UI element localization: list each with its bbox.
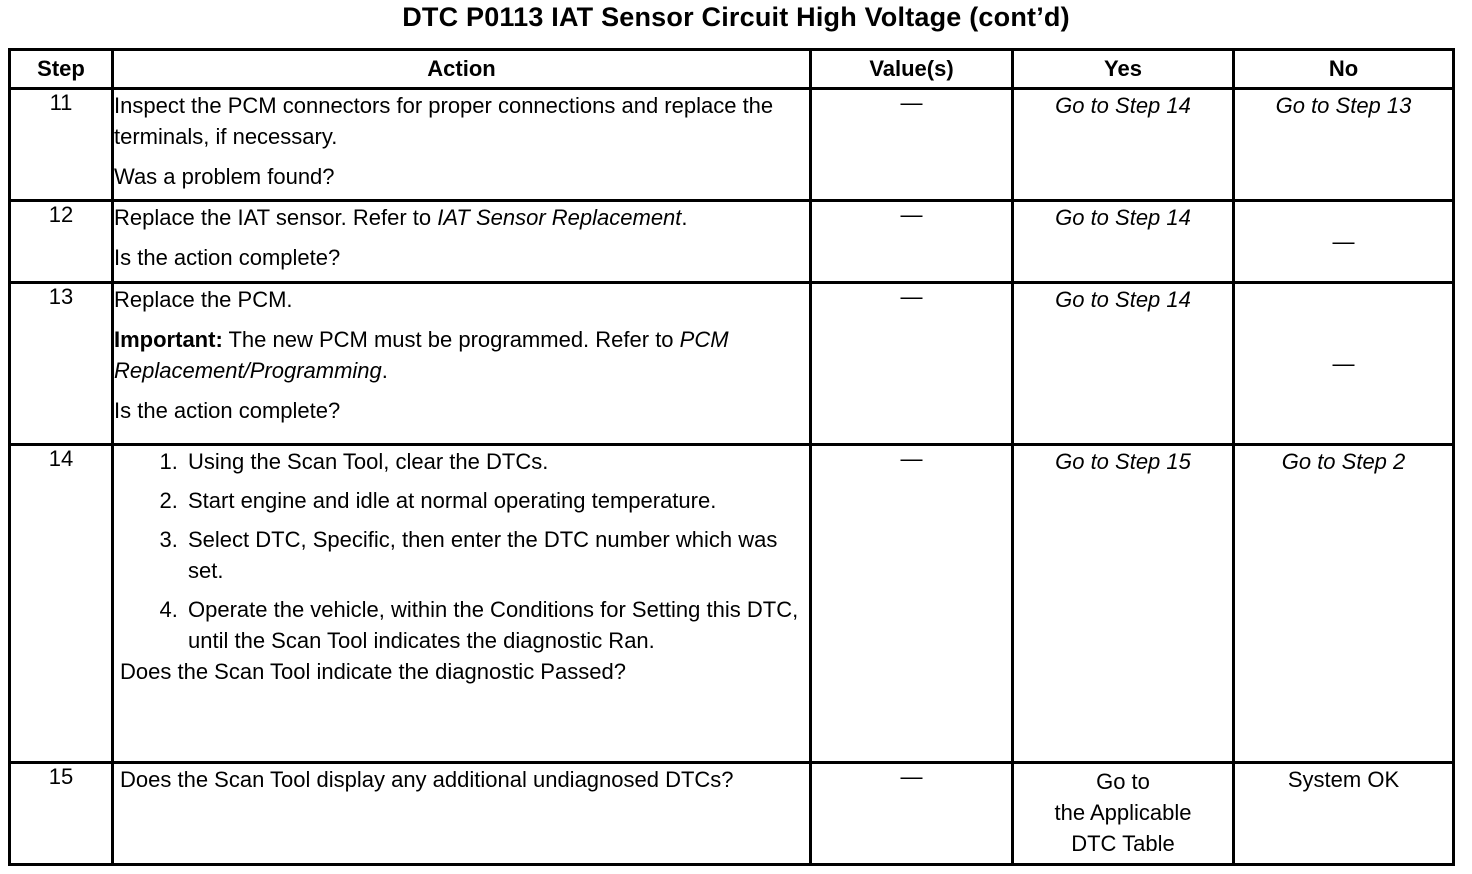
header-step: Step <box>10 50 113 89</box>
page-title: DTC P0113 IAT Sensor Circuit High Voltage (cont’d) <box>402 2 1070 32</box>
action-text-prefix: Replace the IAT sensor. Refer to <box>114 205 438 230</box>
header-action: Action <box>113 50 811 89</box>
value-cell: — <box>811 89 1013 201</box>
important-suffix: . <box>381 358 388 383</box>
step-number: 15 <box>10 763 113 865</box>
diagnostic-table <box>8 48 1455 866</box>
action-text-suffix: . <box>681 205 688 230</box>
header-yes: Yes <box>1013 50 1234 89</box>
question-text: Is the action complete? <box>114 398 341 423</box>
table-row <box>10 89 1454 201</box>
question-text: Was a problem found? <box>114 164 335 189</box>
action-cell <box>113 445 811 763</box>
table-row <box>10 201 1454 283</box>
value-cell: — <box>811 201 1013 283</box>
action-cell <box>113 763 811 865</box>
header-values: Value(s) <box>811 50 1013 89</box>
reference-link: IAT Sensor Replacement <box>437 205 682 230</box>
no-cell: Go to Step 13 <box>1234 89 1454 201</box>
no-cell: Go to Step 2 <box>1234 445 1454 763</box>
important-note <box>114 324 809 386</box>
action-cell <box>113 201 811 283</box>
no-cell: System OK <box>1234 763 1454 865</box>
question-text: Is the action complete? <box>114 245 341 270</box>
yes-cell: Go to Step 14 <box>1013 283 1234 445</box>
procedure-list <box>114 446 809 656</box>
action-text <box>114 202 809 233</box>
action-text: Replace the PCM. <box>114 287 293 312</box>
no-cell: — <box>1234 283 1454 445</box>
value-cell: — <box>811 445 1013 763</box>
action-cell <box>113 283 811 445</box>
list-item: 1. Using the Scan Tool, clear the DTCs. <box>184 446 809 477</box>
action-text: Inspect the PCM connectors for proper connections and replace the terminals, if necessary. <box>114 93 774 149</box>
list-item: 3. Select DTC, Specific, then enter the DTC number which was set. <box>184 524 809 586</box>
list-item: 2. Start engine and idle at normal operating temperature. <box>184 485 809 516</box>
table-row <box>10 283 1454 445</box>
important-label: Important: <box>114 327 223 352</box>
reference-link: PCM Replacement/Programming <box>114 327 729 383</box>
step-number: 12 <box>10 201 113 283</box>
question-text: Does the Scan Tool display any additional undiagnosed DTCs? <box>120 767 734 792</box>
step-number: 14 <box>10 445 113 763</box>
yes-cell: Go to Step 14 <box>1013 201 1234 283</box>
yes-cell: Go to Step 14 <box>1013 89 1234 201</box>
question-text: Does the Scan Tool indicate the diagnostic Passed? <box>120 659 626 684</box>
step-number: 11 <box>10 89 113 201</box>
list-item: 4. Operate the vehicle, within the Conditions for Setting this DTC, until the Scan Tool indicates the diagnostic Ran. <box>184 594 809 656</box>
table-row <box>10 763 1454 865</box>
no-cell: — <box>1234 201 1454 283</box>
table-row <box>10 445 1454 763</box>
important-text: The new PCM must be programmed. Refer to <box>222 327 680 352</box>
header-row <box>10 50 1454 89</box>
yes-cell: Go to the Applicable DTC Table <box>1013 763 1234 865</box>
value-cell: — <box>811 283 1013 445</box>
step-number: 13 <box>10 283 113 445</box>
yes-cell: Go to Step 15 <box>1013 445 1234 763</box>
value-cell: — <box>811 763 1013 865</box>
header-no: No <box>1234 50 1454 89</box>
action-cell <box>113 89 811 201</box>
